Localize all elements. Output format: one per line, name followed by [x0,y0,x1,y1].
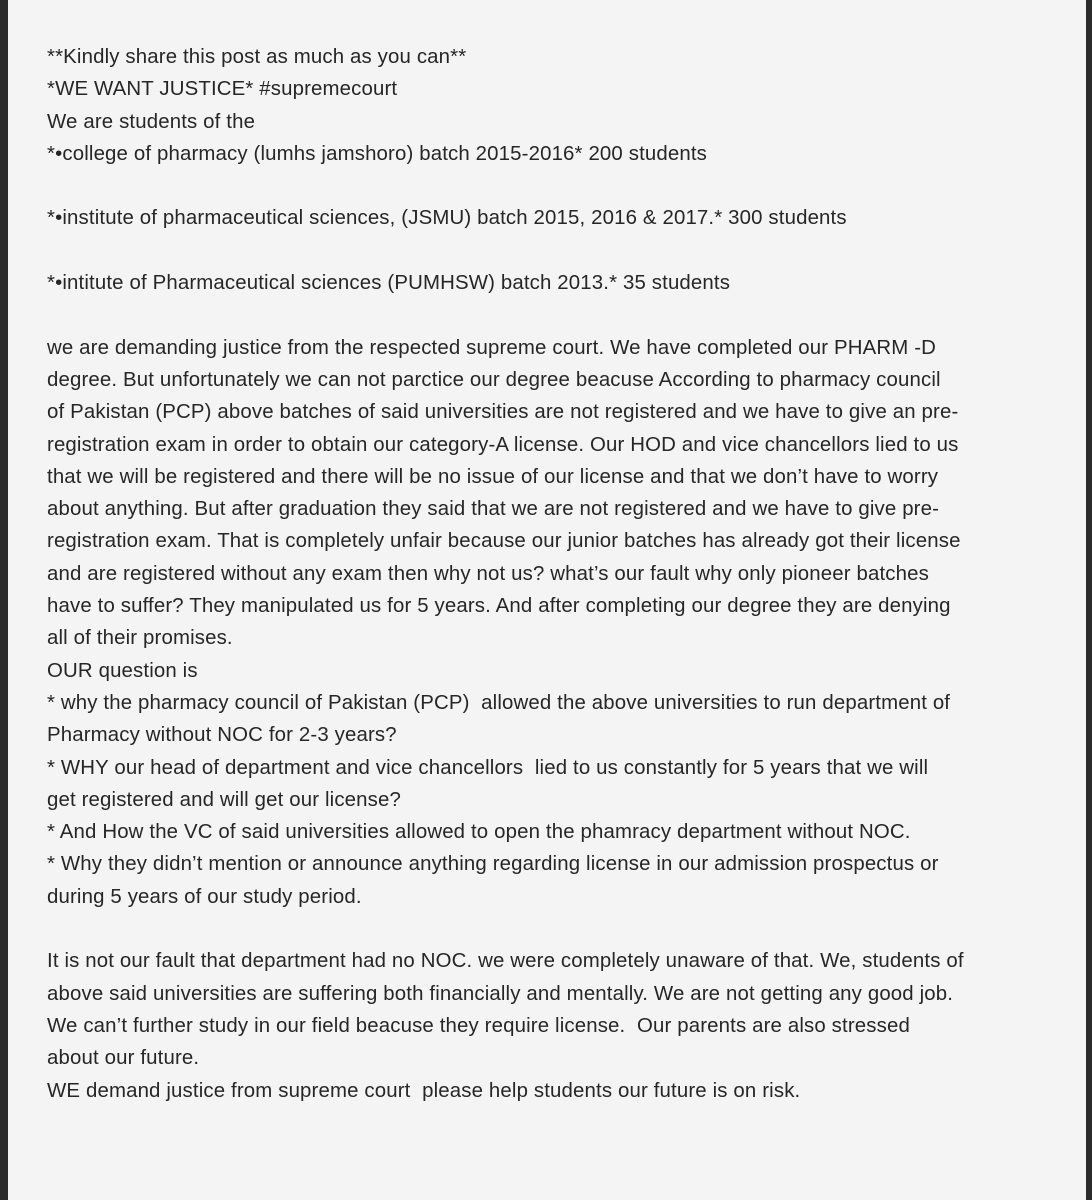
body-line: we are demanding justice from the respected supreme court. We have completed our PHARM -D [47,336,937,359]
body-line: and are registered without any exam then why not us? what’s our fault why only pioneer batches [47,562,929,585]
question-line: get registered and will get our license? [47,788,401,811]
body-line: registration exam. That is completely unfair because our junior batches has already got their license [47,530,961,553]
intro-line: We are students of the [47,110,256,133]
post-text [47,41,1057,1107]
left-border [0,0,8,1200]
question-line: * WHY our head of department and vice chancellors lied to us constantly for 5 years that we will [47,756,929,779]
question-line: during 5 years of our study period. [47,885,362,908]
spacer [47,913,1057,945]
body-line: that we will be registered and there will be no issue of our license and that we don’t have to worry [47,465,939,488]
question-line: * why the pharmacy council of Pakistan (PCP) allowed the above universities to run department of [47,691,951,714]
institution-item: *•institute of pharmaceutical sciences, (JSMU) batch 2015, 2016 & 2017.* 300 students [47,207,847,230]
spacer [47,170,1057,202]
body-line: of Pakistan (PCP) above batches of said universities are not registered and we have to give an pre- [47,401,959,424]
closing-line: about our future. [47,1047,200,1070]
question-line: * And How the VC of said universities allowed to open the phamracy department without NOC. [47,821,911,844]
question-line: Pharmacy without NOC for 2-3 years? [47,724,397,747]
share-request-line: **Kindly share this post as much as you can** [47,46,467,68]
body-line: about anything. But after graduation they said that we are not registered and we have to give pre- [47,498,940,521]
spacer [47,235,1057,267]
justice-hashtag-line: *WE WANT JUSTICE* #supremecourt [47,78,398,101]
institution-item: *•college of pharmacy (lumhs jamshoro) batch 2015-2016* 200 students [47,142,708,165]
question-line: * Why they didn’t mention or announce anything regarding license in our admission prospectus or [47,853,939,876]
body-line: have to suffer? They manipulated us for 5 years. And after completing our degree they are denying [47,595,951,618]
closing-line: We can’t further study in our field beacuse they require license. Our parents are also stressed [47,1014,910,1037]
right-border [1086,0,1092,1200]
closing-line: It is not our fault that department had no NOC. we were completely unaware of that. We, students of [47,950,964,973]
closing-line: above said universities are suffering both financially and mentally. We are not getting any good job. [47,982,954,1005]
question-heading: OUR question is [47,659,198,682]
body-line: degree. But unfortunately we can not parctice our degree beacuse According to pharmacy council [47,368,941,391]
closing-line: WE demand justice from supreme court please help students our future is on risk. [47,1079,801,1102]
spacer [47,299,1057,331]
institution-item: *•intitute of Pharmaceutical sciences (PUMHSW) batch 2013.* 35 students [47,272,731,295]
body-line: all of their promises. [47,627,233,650]
body-line: registration exam in order to obtain our category-A license. Our HOD and vice chancellors lied to us [47,433,959,456]
